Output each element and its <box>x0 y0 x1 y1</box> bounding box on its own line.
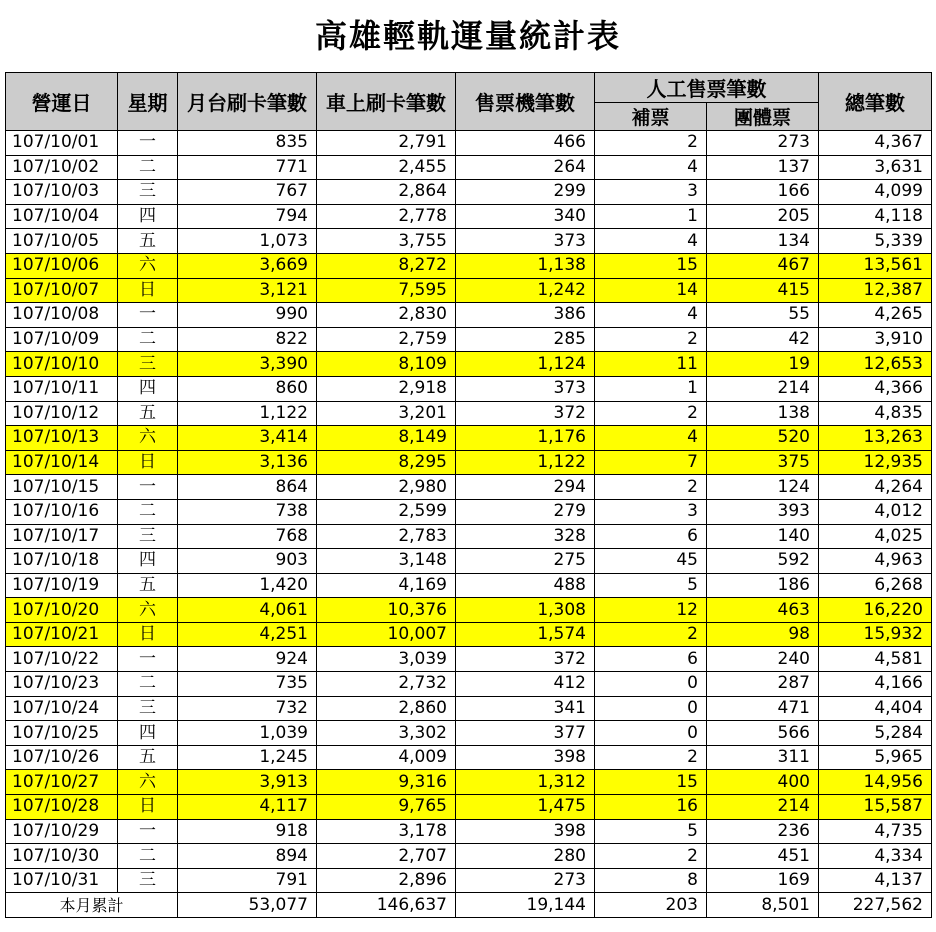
cell-onboard-card: 8,272 <box>317 253 456 278</box>
cell-group: 592 <box>707 549 819 574</box>
total-supplement: 203 <box>595 893 707 918</box>
cell-weekday: 二 <box>118 499 178 524</box>
cell-group: 566 <box>707 721 819 746</box>
cell-weekday: 一 <box>118 647 178 672</box>
cell-total: 4,012 <box>819 499 932 524</box>
cell-group: 236 <box>707 819 819 844</box>
cell-group: 124 <box>707 475 819 500</box>
cell-total: 4,404 <box>819 696 932 721</box>
cell-group: 55 <box>707 303 819 328</box>
cell-total: 4,366 <box>819 376 932 401</box>
cell-total: 4,118 <box>819 204 932 229</box>
table-row <box>6 696 932 721</box>
cell-ticket-machine: 294 <box>456 475 595 500</box>
cell-onboard-card: 3,201 <box>317 401 456 426</box>
cell-platform-card: 822 <box>178 327 317 352</box>
cell-date: 107/10/04 <box>6 204 118 229</box>
cell-weekday: 二 <box>118 155 178 180</box>
cell-platform-card: 1,245 <box>178 745 317 770</box>
cell-total: 4,334 <box>819 844 932 869</box>
cell-group: 463 <box>707 598 819 623</box>
cell-platform-card: 738 <box>178 499 317 524</box>
header-manual: 人工售票筆數 <box>595 73 819 103</box>
cell-group: 471 <box>707 696 819 721</box>
header-manual-group: 團體票 <box>707 103 819 131</box>
table-row <box>6 475 932 500</box>
cell-group: 400 <box>707 770 819 795</box>
cell-ticket-machine: 377 <box>456 721 595 746</box>
cell-date: 107/10/19 <box>6 573 118 598</box>
cell-group: 273 <box>707 131 819 156</box>
cell-supplement: 7 <box>595 450 707 475</box>
cell-onboard-card: 2,980 <box>317 475 456 500</box>
header-onboard-card: 車上刷卡筆數 <box>317 73 456 131</box>
cell-onboard-card: 10,007 <box>317 622 456 647</box>
cell-ticket-machine: 398 <box>456 819 595 844</box>
cell-ticket-machine: 1,312 <box>456 770 595 795</box>
cell-platform-card: 860 <box>178 376 317 401</box>
cell-onboard-card: 3,039 <box>317 647 456 672</box>
cell-group: 311 <box>707 745 819 770</box>
cell-date: 107/10/25 <box>6 721 118 746</box>
table-row <box>6 868 932 893</box>
cell-weekday: 四 <box>118 376 178 401</box>
table-row <box>6 721 932 746</box>
cell-total: 12,387 <box>819 278 932 303</box>
cell-ticket-machine: 372 <box>456 647 595 672</box>
cell-ticket-machine: 373 <box>456 376 595 401</box>
cell-weekday: 五 <box>118 229 178 254</box>
cell-weekday: 一 <box>118 303 178 328</box>
cell-platform-card: 1,420 <box>178 573 317 598</box>
cell-ticket-machine: 372 <box>456 401 595 426</box>
cell-ticket-machine: 412 <box>456 672 595 697</box>
cell-ticket-machine: 1,138 <box>456 253 595 278</box>
cell-supplement: 0 <box>595 696 707 721</box>
cell-total: 3,631 <box>819 155 932 180</box>
table-row <box>6 795 932 820</box>
cell-weekday: 二 <box>118 672 178 697</box>
cell-weekday: 二 <box>118 327 178 352</box>
cell-date: 107/10/12 <box>6 401 118 426</box>
cell-group: 98 <box>707 622 819 647</box>
cell-group: 287 <box>707 672 819 697</box>
cell-total: 4,835 <box>819 401 932 426</box>
cell-group: 137 <box>707 155 819 180</box>
cell-date: 107/10/09 <box>6 327 118 352</box>
cell-weekday: 四 <box>118 721 178 746</box>
cell-group: 415 <box>707 278 819 303</box>
cell-group: 240 <box>707 647 819 672</box>
cell-total: 4,099 <box>819 180 932 205</box>
cell-onboard-card: 3,755 <box>317 229 456 254</box>
cell-weekday: 五 <box>118 573 178 598</box>
cell-ticket-machine: 280 <box>456 844 595 869</box>
cell-date: 107/10/23 <box>6 672 118 697</box>
cell-supplement: 2 <box>595 844 707 869</box>
cell-total: 13,561 <box>819 253 932 278</box>
cell-onboard-card: 2,599 <box>317 499 456 524</box>
cell-ticket-machine: 341 <box>456 696 595 721</box>
cell-total: 15,587 <box>819 795 932 820</box>
cell-weekday: 日 <box>118 278 178 303</box>
cell-onboard-card: 2,896 <box>317 868 456 893</box>
cell-ticket-machine: 1,574 <box>456 622 595 647</box>
cell-platform-card: 1,122 <box>178 401 317 426</box>
cell-onboard-card: 2,732 <box>317 672 456 697</box>
cell-ticket-machine: 264 <box>456 155 595 180</box>
cell-weekday: 一 <box>118 131 178 156</box>
cell-date: 107/10/06 <box>6 253 118 278</box>
header-ticket-machine: 售票機筆數 <box>456 73 595 131</box>
cell-group: 169 <box>707 868 819 893</box>
cell-date: 107/10/07 <box>6 278 118 303</box>
cell-ticket-machine: 1,308 <box>456 598 595 623</box>
cell-group: 393 <box>707 499 819 524</box>
cell-weekday: 四 <box>118 204 178 229</box>
table-row <box>6 229 932 254</box>
cell-date: 107/10/01 <box>6 131 118 156</box>
cell-platform-card: 768 <box>178 524 317 549</box>
table-row <box>6 204 932 229</box>
cell-group: 140 <box>707 524 819 549</box>
cell-onboard-card: 2,707 <box>317 844 456 869</box>
total-group: 8,501 <box>707 893 819 918</box>
cell-total: 15,932 <box>819 622 932 647</box>
cell-group: 520 <box>707 426 819 451</box>
cell-total: 4,581 <box>819 647 932 672</box>
table-row <box>6 770 932 795</box>
cell-platform-card: 3,913 <box>178 770 317 795</box>
cell-onboard-card: 3,148 <box>317 549 456 574</box>
cell-onboard-card: 7,595 <box>317 278 456 303</box>
cell-platform-card: 791 <box>178 868 317 893</box>
cell-onboard-card: 8,149 <box>317 426 456 451</box>
cell-total: 4,264 <box>819 475 932 500</box>
cell-total: 12,653 <box>819 352 932 377</box>
cell-supplement: 6 <box>595 647 707 672</box>
cell-platform-card: 1,039 <box>178 721 317 746</box>
cell-supplement: 4 <box>595 426 707 451</box>
cell-onboard-card: 2,778 <box>317 204 456 229</box>
page-title: 高雄輕軌運量統計表 <box>314 17 621 55</box>
cell-supplement: 11 <box>595 352 707 377</box>
cell-total: 4,367 <box>819 131 932 156</box>
cell-supplement: 45 <box>595 549 707 574</box>
table-row <box>6 499 932 524</box>
cell-ticket-machine: 299 <box>456 180 595 205</box>
cell-platform-card: 918 <box>178 819 317 844</box>
ridership-table <box>5 72 932 918</box>
cell-total: 4,963 <box>819 549 932 574</box>
table-row <box>6 278 932 303</box>
cell-date: 107/10/21 <box>6 622 118 647</box>
cell-onboard-card: 9,316 <box>317 770 456 795</box>
cell-weekday: 三 <box>118 696 178 721</box>
cell-supplement: 1 <box>595 376 707 401</box>
cell-date: 107/10/26 <box>6 745 118 770</box>
cell-ticket-machine: 373 <box>456 229 595 254</box>
table-row <box>6 426 932 451</box>
cell-supplement: 2 <box>595 475 707 500</box>
cell-date: 107/10/08 <box>6 303 118 328</box>
cell-supplement: 0 <box>595 721 707 746</box>
cell-platform-card: 735 <box>178 672 317 697</box>
cell-weekday: 三 <box>118 180 178 205</box>
cell-supplement: 8 <box>595 868 707 893</box>
cell-ticket-machine: 273 <box>456 868 595 893</box>
cell-date: 107/10/14 <box>6 450 118 475</box>
cell-group: 375 <box>707 450 819 475</box>
cell-date: 107/10/17 <box>6 524 118 549</box>
cell-ticket-machine: 488 <box>456 573 595 598</box>
cell-supplement: 2 <box>595 622 707 647</box>
cell-date: 107/10/15 <box>6 475 118 500</box>
cell-onboard-card: 9,765 <box>317 795 456 820</box>
cell-total: 5,284 <box>819 721 932 746</box>
cell-supplement: 6 <box>595 524 707 549</box>
table-row <box>6 524 932 549</box>
cell-supplement: 2 <box>595 401 707 426</box>
total-machine: 19,144 <box>456 893 595 918</box>
cell-ticket-machine: 1,122 <box>456 450 595 475</box>
cell-onboard-card: 2,759 <box>317 327 456 352</box>
cell-supplement: 2 <box>595 131 707 156</box>
cell-supplement: 4 <box>595 303 707 328</box>
cell-platform-card: 767 <box>178 180 317 205</box>
total-onboard: 146,637 <box>317 893 456 918</box>
cell-total: 6,268 <box>819 573 932 598</box>
cell-ticket-machine: 1,475 <box>456 795 595 820</box>
cell-onboard-card: 10,376 <box>317 598 456 623</box>
cell-supplement: 2 <box>595 327 707 352</box>
cell-total: 4,025 <box>819 524 932 549</box>
cell-supplement: 1 <box>595 204 707 229</box>
cell-date: 107/10/02 <box>6 155 118 180</box>
cell-group: 451 <box>707 844 819 869</box>
table-row <box>6 303 932 328</box>
cell-onboard-card: 4,009 <box>317 745 456 770</box>
cell-date: 107/10/27 <box>6 770 118 795</box>
cell-weekday: 六 <box>118 598 178 623</box>
cell-platform-card: 4,251 <box>178 622 317 647</box>
cell-supplement: 5 <box>595 819 707 844</box>
cell-weekday: 五 <box>118 745 178 770</box>
cell-platform-card: 1,073 <box>178 229 317 254</box>
cell-platform-card: 4,061 <box>178 598 317 623</box>
cell-platform-card: 3,669 <box>178 253 317 278</box>
cell-onboard-card: 3,178 <box>317 819 456 844</box>
cell-group: 138 <box>707 401 819 426</box>
cell-date: 107/10/31 <box>6 868 118 893</box>
cell-total: 3,910 <box>819 327 932 352</box>
table-row <box>6 327 932 352</box>
cell-ticket-machine: 285 <box>456 327 595 352</box>
header-total: 總筆數 <box>819 73 932 131</box>
cell-group: 166 <box>707 180 819 205</box>
cell-total: 4,265 <box>819 303 932 328</box>
cell-onboard-card: 8,109 <box>317 352 456 377</box>
cell-ticket-machine: 1,176 <box>456 426 595 451</box>
cell-platform-card: 3,390 <box>178 352 317 377</box>
cell-ticket-machine: 279 <box>456 499 595 524</box>
cell-group: 214 <box>707 376 819 401</box>
cell-weekday: 六 <box>118 253 178 278</box>
cell-date: 107/10/05 <box>6 229 118 254</box>
cell-platform-card: 990 <box>178 303 317 328</box>
table-body <box>6 131 932 893</box>
cell-date: 107/10/16 <box>6 499 118 524</box>
cell-group: 19 <box>707 352 819 377</box>
cell-supplement: 14 <box>595 278 707 303</box>
cell-total: 16,220 <box>819 598 932 623</box>
cell-supplement: 3 <box>595 499 707 524</box>
table-row <box>6 450 932 475</box>
cell-ticket-machine: 386 <box>456 303 595 328</box>
cell-platform-card: 835 <box>178 131 317 156</box>
cell-date: 107/10/20 <box>6 598 118 623</box>
cell-weekday: 日 <box>118 622 178 647</box>
cell-onboard-card: 2,783 <box>317 524 456 549</box>
cell-platform-card: 3,414 <box>178 426 317 451</box>
cell-platform-card: 771 <box>178 155 317 180</box>
cell-weekday: 三 <box>118 868 178 893</box>
table-row <box>6 131 932 156</box>
cell-date: 107/10/03 <box>6 180 118 205</box>
cell-platform-card: 794 <box>178 204 317 229</box>
cell-supplement: 4 <box>595 155 707 180</box>
total-label: 本月累計 <box>6 893 178 918</box>
cell-total: 12,935 <box>819 450 932 475</box>
cell-platform-card: 3,121 <box>178 278 317 303</box>
cell-weekday: 日 <box>118 795 178 820</box>
cell-platform-card: 864 <box>178 475 317 500</box>
cell-date: 107/10/30 <box>6 844 118 869</box>
table-row <box>6 180 932 205</box>
cell-weekday: 五 <box>118 401 178 426</box>
cell-weekday: 六 <box>118 426 178 451</box>
cell-supplement: 3 <box>595 180 707 205</box>
cell-supplement: 5 <box>595 573 707 598</box>
cell-group: 186 <box>707 573 819 598</box>
cell-ticket-machine: 1,124 <box>456 352 595 377</box>
total-row <box>6 893 932 918</box>
cell-supplement: 15 <box>595 770 707 795</box>
cell-supplement: 4 <box>595 229 707 254</box>
cell-date: 107/10/13 <box>6 426 118 451</box>
table-row <box>6 745 932 770</box>
cell-date: 107/10/28 <box>6 795 118 820</box>
cell-group: 214 <box>707 795 819 820</box>
cell-total: 14,956 <box>819 770 932 795</box>
cell-date: 107/10/18 <box>6 549 118 574</box>
cell-group: 467 <box>707 253 819 278</box>
total-platform: 53,077 <box>178 893 317 918</box>
cell-weekday: 六 <box>118 770 178 795</box>
cell-weekday: 一 <box>118 475 178 500</box>
cell-supplement: 16 <box>595 795 707 820</box>
cell-platform-card: 903 <box>178 549 317 574</box>
table-row <box>6 549 932 574</box>
cell-weekday: 日 <box>118 450 178 475</box>
cell-onboard-card: 3,302 <box>317 721 456 746</box>
cell-onboard-card: 2,864 <box>317 180 456 205</box>
cell-weekday: 一 <box>118 819 178 844</box>
table-row <box>6 647 932 672</box>
cell-platform-card: 894 <box>178 844 317 869</box>
cell-onboard-card: 2,830 <box>317 303 456 328</box>
cell-date: 107/10/24 <box>6 696 118 721</box>
cell-onboard-card: 4,169 <box>317 573 456 598</box>
table-row <box>6 376 932 401</box>
cell-supplement: 15 <box>595 253 707 278</box>
cell-onboard-card: 2,860 <box>317 696 456 721</box>
cell-ticket-machine: 398 <box>456 745 595 770</box>
cell-total: 5,965 <box>819 745 932 770</box>
cell-supplement: 12 <box>595 598 707 623</box>
header-platform-card: 月台刷卡筆數 <box>178 73 317 131</box>
cell-ticket-machine: 1,242 <box>456 278 595 303</box>
cell-supplement: 0 <box>595 672 707 697</box>
header-date: 營運日 <box>6 73 118 131</box>
cell-group: 42 <box>707 327 819 352</box>
cell-group: 205 <box>707 204 819 229</box>
table-row <box>6 622 932 647</box>
cell-date: 107/10/29 <box>6 819 118 844</box>
table-row <box>6 672 932 697</box>
header-manual-supplement: 補票 <box>595 103 707 131</box>
cell-platform-card: 3,136 <box>178 450 317 475</box>
cell-onboard-card: 2,791 <box>317 131 456 156</box>
cell-weekday: 三 <box>118 524 178 549</box>
header-weekday: 星期 <box>118 73 178 131</box>
cell-total: 4,166 <box>819 672 932 697</box>
cell-onboard-card: 2,918 <box>317 376 456 401</box>
cell-platform-card: 924 <box>178 647 317 672</box>
cell-date: 107/10/10 <box>6 352 118 377</box>
table-row <box>6 844 932 869</box>
cell-ticket-machine: 328 <box>456 524 595 549</box>
cell-platform-card: 4,117 <box>178 795 317 820</box>
total-all: 227,562 <box>819 893 932 918</box>
cell-total: 13,263 <box>819 426 932 451</box>
cell-total: 5,339 <box>819 229 932 254</box>
cell-date: 107/10/11 <box>6 376 118 401</box>
table-row <box>6 155 932 180</box>
table-row <box>6 819 932 844</box>
cell-onboard-card: 2,455 <box>317 155 456 180</box>
cell-ticket-machine: 275 <box>456 549 595 574</box>
table-row <box>6 352 932 377</box>
cell-supplement: 2 <box>595 745 707 770</box>
cell-weekday: 二 <box>118 844 178 869</box>
table-row <box>6 253 932 278</box>
cell-weekday: 三 <box>118 352 178 377</box>
cell-total: 4,137 <box>819 868 932 893</box>
cell-onboard-card: 8,295 <box>317 450 456 475</box>
cell-date: 107/10/22 <box>6 647 118 672</box>
table-row <box>6 401 932 426</box>
cell-ticket-machine: 340 <box>456 204 595 229</box>
cell-group: 134 <box>707 229 819 254</box>
table-row <box>6 573 932 598</box>
cell-platform-card: 732 <box>178 696 317 721</box>
cell-ticket-machine: 466 <box>456 131 595 156</box>
cell-weekday: 四 <box>118 549 178 574</box>
table-row <box>6 598 932 623</box>
cell-total: 4,735 <box>819 819 932 844</box>
